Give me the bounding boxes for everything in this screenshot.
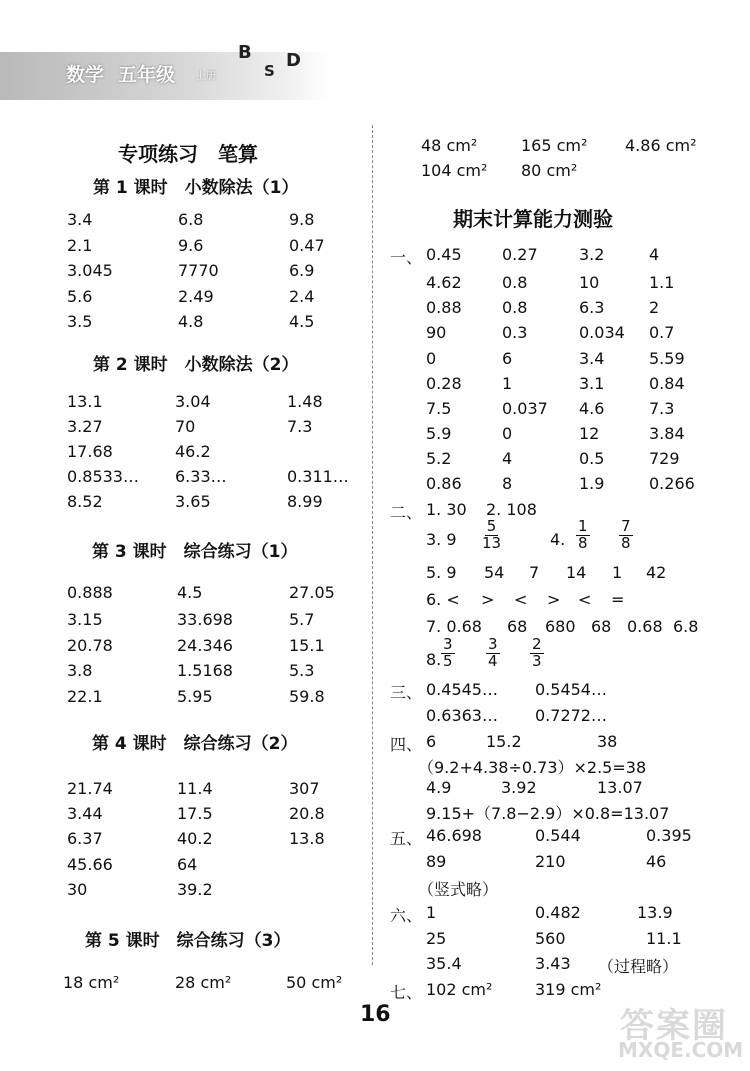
answer: 0.8 (502, 298, 528, 317)
answer: 59.8 (289, 687, 325, 706)
answer: 7 (529, 563, 540, 582)
answer: 15.2 (486, 732, 522, 751)
watermark-logo: 答案圈 (620, 1006, 728, 1046)
answer: 5.7 (289, 610, 315, 629)
answer: 54 (484, 563, 505, 582)
note: （过程略） (598, 957, 679, 976)
answer: 3.2 (579, 245, 605, 264)
answer: 2 (649, 298, 660, 317)
denominator: 4 (488, 651, 498, 670)
header-letter-s: S (264, 62, 275, 80)
answer: > (481, 590, 495, 609)
answer: 40.2 (177, 829, 213, 848)
answer: 0.311… (287, 467, 349, 486)
answer: 3.4 (579, 349, 605, 368)
denominator: 8 (621, 533, 631, 552)
answer: 27.05 (289, 583, 335, 602)
answer: 5.95 (177, 687, 213, 706)
answer: 4.5 (177, 583, 203, 602)
answer: 0.45 (426, 245, 462, 264)
header-grade: 五年级 (118, 64, 176, 86)
answer: 0.6363… (426, 706, 498, 725)
answer: 0.84 (649, 374, 685, 393)
answer: 729 (649, 449, 680, 468)
answer: 1.48 (287, 392, 323, 411)
answer: 3.65 (175, 492, 211, 511)
answer: 18 cm² (63, 973, 120, 992)
fraction (619, 519, 633, 552)
numerator: 2 (532, 635, 542, 653)
answer: 3.84 (649, 424, 685, 443)
answer: 0.28 (426, 374, 462, 393)
page-number: 16 (360, 1002, 391, 1027)
answer: 14 (566, 563, 587, 582)
answer: 90 (426, 323, 447, 342)
right-section-title: 期末计算能力测验 (453, 207, 613, 231)
answer: 0.8 (502, 273, 528, 292)
answer: 17.68 (67, 442, 113, 461)
answer: 3.1 (579, 374, 605, 393)
answer: 210 (535, 852, 566, 871)
answer: 0.68 (627, 617, 663, 636)
answer: 64 (177, 855, 198, 874)
answer: 4.62 (426, 273, 462, 292)
answer: 104 cm² (421, 161, 488, 180)
header-volume: 上册 (196, 71, 216, 82)
answer: 50 cm² (286, 973, 343, 992)
answer: 0.47 (289, 236, 325, 255)
answer: 3.15 (67, 610, 103, 629)
answer: 5.6 (67, 287, 93, 306)
answer: 38 (597, 732, 618, 751)
answer: 0.8533… (67, 467, 139, 486)
header-letter-b: B (238, 42, 252, 63)
answer: 7.3 (287, 417, 313, 436)
numerator: 3 (443, 635, 453, 653)
answer: 102 cm² (426, 980, 493, 999)
answer: 24.346 (177, 636, 233, 655)
answer: 6.37 (67, 829, 103, 848)
denominator: 8 (578, 533, 588, 552)
answer: 7. 0.68 (426, 617, 482, 636)
expression: （9.2+4.38÷0.73）×2.5=38 (418, 758, 647, 777)
answer: 7770 (178, 261, 219, 280)
denominator: 3 (532, 651, 542, 670)
answer: 165 cm² (521, 136, 588, 155)
answer: 13.9 (637, 903, 673, 922)
answer: 25 (426, 929, 447, 948)
answer: 89 (426, 852, 447, 871)
answer: 0.395 (646, 826, 692, 845)
answer: 4.8 (178, 312, 204, 331)
answer: 5.3 (289, 661, 315, 680)
answer: 0 (426, 349, 437, 368)
answer: 0.7272… (535, 706, 607, 725)
answer: 0.037 (502, 399, 548, 418)
answer: 17.5 (177, 804, 213, 823)
answer: 6.3 (579, 298, 605, 317)
answer: 0.5 (579, 449, 605, 468)
answer: < (514, 590, 528, 609)
header-letter-d: D (286, 50, 301, 71)
answer: 6. < (426, 590, 460, 609)
denominator: 5 (443, 651, 453, 670)
answer: 0.4545… (426, 680, 498, 699)
answer: 33.698 (177, 610, 233, 629)
answer: 8. (426, 650, 442, 669)
fraction (576, 519, 590, 552)
answer: 8.99 (287, 492, 323, 511)
answer: 3.92 (501, 778, 537, 797)
numerator: 1 (578, 517, 588, 535)
answer: 1.5168 (177, 661, 233, 680)
answer: 28 cm² (175, 973, 232, 992)
answer: 3.5 (67, 312, 93, 331)
answer: 0.27 (502, 245, 538, 264)
answer: 39.2 (177, 880, 213, 899)
answer: 4 (502, 449, 513, 468)
answer: 0.88 (426, 298, 462, 317)
answer: 1 (426, 903, 437, 922)
answer: 2. 108 (486, 500, 537, 519)
answer: 13.1 (67, 392, 103, 411)
answer: 48 cm² (421, 136, 478, 155)
answer: 0.3 (502, 323, 528, 342)
answer: 1.1 (649, 273, 675, 292)
answer: 20.8 (289, 804, 325, 823)
answer: 68 (507, 617, 528, 636)
answer: 0.266 (649, 474, 695, 493)
answer: 11.1 (646, 929, 682, 948)
answer: < (578, 590, 592, 609)
lesson5-title: 第 5 课时 综合练习（3） (85, 931, 291, 951)
answer: 9.6 (178, 236, 204, 255)
q6-label: 六、 (390, 906, 423, 925)
answer: 6 (426, 732, 437, 751)
watermark-url: MXQE.COM (618, 1038, 744, 1062)
lesson1-title: 第 1 课时 小数除法（1） (93, 178, 299, 198)
answer: 3.43 (535, 954, 571, 973)
answer: 4. (550, 530, 566, 549)
lesson2-title: 第 2 课时 小数除法（2） (93, 355, 299, 375)
answer: 680 (545, 617, 576, 636)
answer: 307 (289, 779, 320, 798)
answer: 1. 30 (426, 500, 467, 519)
answer: 13.8 (289, 829, 325, 848)
answer: > (547, 590, 561, 609)
answer: 3.04 (175, 392, 211, 411)
answer: 6.8 (178, 210, 204, 229)
note: （竖式略） (418, 880, 499, 899)
answer: 70 (175, 417, 196, 436)
answer: 6.33… (175, 467, 227, 486)
column-divider (372, 125, 373, 965)
expression: 9.15+（7.8−2.9）×0.8=13.07 (426, 804, 670, 823)
answer: 3. 9 (426, 530, 457, 549)
answer: 3.8 (67, 661, 93, 680)
answer: 4.86 cm² (625, 136, 697, 155)
answer: 46 (646, 852, 667, 871)
answer: 30 (67, 880, 88, 899)
answer: 9.8 (289, 210, 315, 229)
answer: 4.5 (289, 312, 315, 331)
answer: 5.2 (426, 449, 452, 468)
answer: 46.698 (426, 826, 482, 845)
answer: 4 (649, 245, 660, 264)
answer: 6.9 (289, 261, 315, 280)
answer: 4.9 (426, 778, 452, 797)
answer: 3.045 (67, 261, 113, 280)
answer: 4.6 (579, 399, 605, 418)
answer: 0 (502, 424, 513, 443)
answer: 80 cm² (521, 161, 578, 180)
answer: 0.034 (579, 323, 625, 342)
lesson3-title: 第 3 课时 综合练习（1） (92, 542, 298, 562)
answer: 1 (612, 563, 623, 582)
answer: 5.9 (426, 424, 452, 443)
answer: 5.59 (649, 349, 685, 368)
lesson4-title: 第 4 课时 综合练习（2） (92, 734, 298, 754)
fraction (530, 637, 544, 670)
numerator: 3 (488, 635, 498, 653)
answer: 2.49 (178, 287, 214, 306)
answer: 3.44 (67, 804, 103, 823)
q5-label: 五、 (390, 829, 423, 848)
answer: 0.5454… (535, 680, 607, 699)
q3-label: 三、 (390, 683, 423, 702)
fraction (480, 519, 503, 552)
numerator: 7 (621, 517, 631, 535)
answer: 22.1 (67, 687, 103, 706)
answer: 0.7 (649, 323, 675, 342)
answer: 7.5 (426, 399, 452, 418)
fraction (486, 637, 500, 670)
q1-label: 一、 (390, 248, 423, 267)
answer: 2.1 (67, 236, 93, 255)
answer: 0.888 (67, 583, 113, 602)
answer: 12 (579, 424, 600, 443)
answer: 1 (502, 374, 513, 393)
answer: 0.544 (535, 826, 581, 845)
answer: 45.66 (67, 855, 113, 874)
answer: 46.2 (175, 442, 211, 461)
answer: 11.4 (177, 779, 213, 798)
answer: 2.4 (289, 287, 315, 306)
q4-label: 四、 (390, 735, 423, 754)
q2-label: 二、 (390, 503, 423, 522)
numerator: 5 (486, 517, 497, 535)
answer: 8 (502, 474, 513, 493)
answer: 6.8 (673, 617, 699, 636)
answer: 20.78 (67, 636, 113, 655)
left-section-title: 专项练习 笔算 (118, 142, 258, 166)
answer: 21.74 (67, 779, 113, 798)
answer: 560 (535, 929, 566, 948)
answer: 10 (579, 273, 600, 292)
answer: 35.4 (426, 954, 462, 973)
q7-label: 七、 (390, 983, 423, 1002)
header-subject: 数学 (66, 64, 105, 86)
answer: 42 (646, 563, 667, 582)
answer: 3.27 (67, 417, 103, 436)
answer: 1.9 (579, 474, 605, 493)
answer: 7.3 (649, 399, 675, 418)
denominator: 13 (482, 533, 502, 552)
answer: 3.4 (67, 210, 93, 229)
answer: = (611, 590, 625, 609)
answer: 5. 9 (426, 563, 457, 582)
answer: 15.1 (289, 636, 325, 655)
answer: 0.86 (426, 474, 462, 493)
answer: 6 (502, 349, 513, 368)
answer: 68 (591, 617, 612, 636)
answer: 13.07 (597, 778, 643, 797)
answer: 8.52 (67, 492, 103, 511)
fraction (441, 637, 455, 670)
answer: 319 cm² (535, 980, 602, 999)
answer: 0.482 (535, 903, 581, 922)
